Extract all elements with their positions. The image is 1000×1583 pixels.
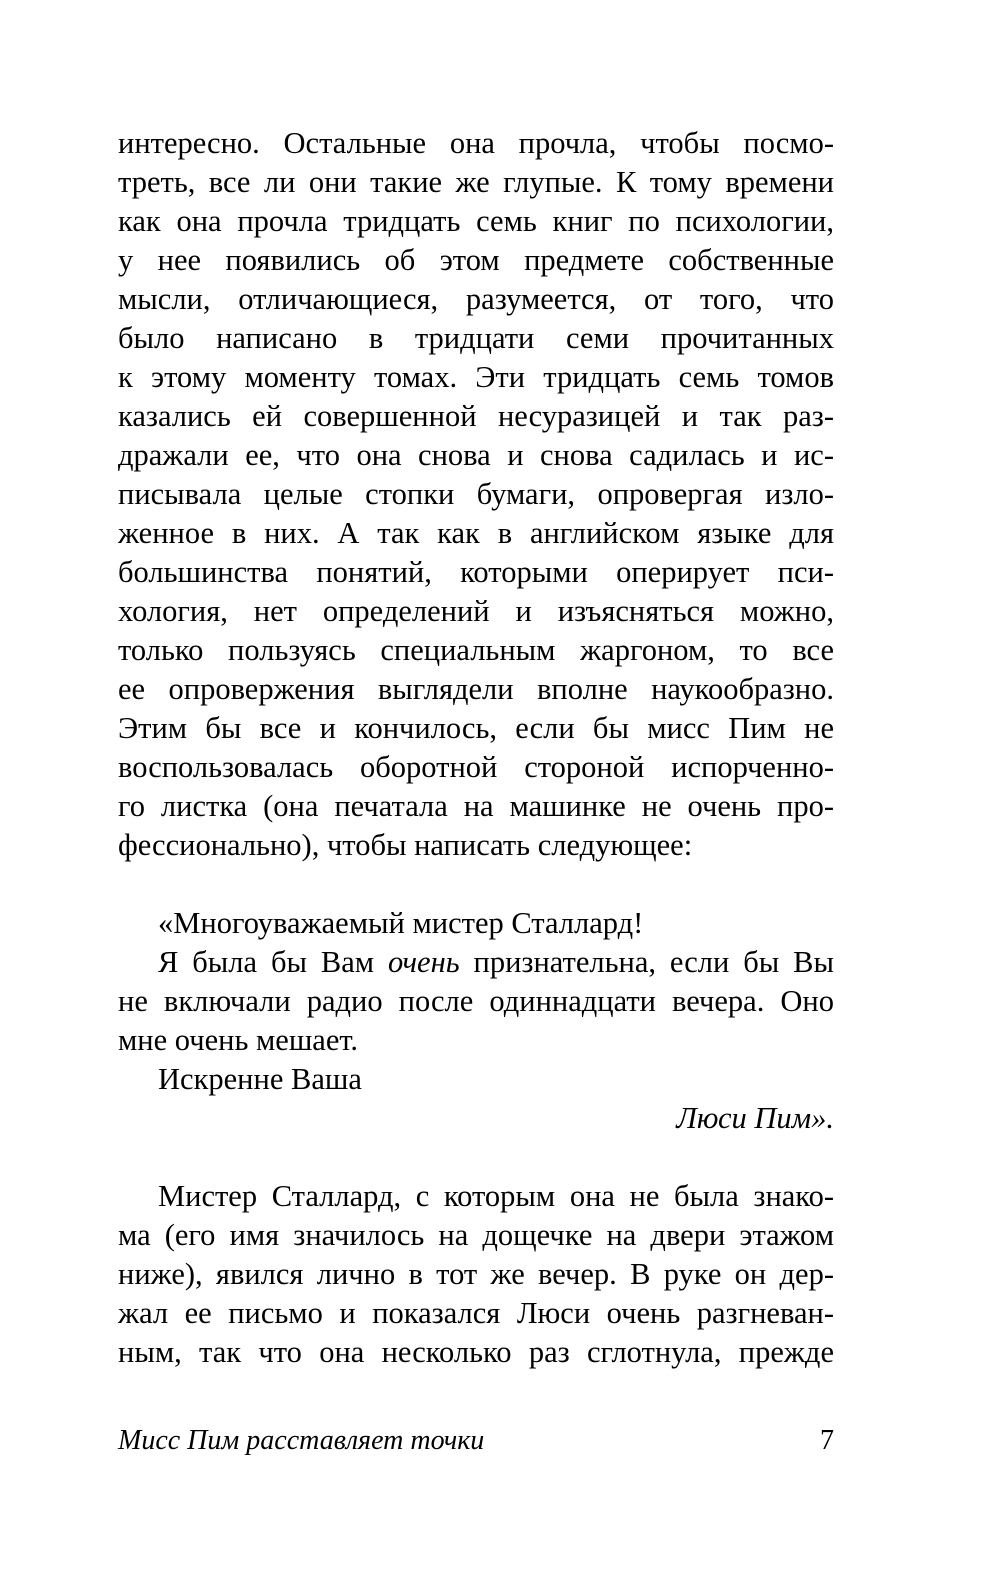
letter-line: мне очень мешает. xyxy=(118,1023,359,1057)
text-line: интересно. Остальные она прочла, чтобы посмо- xyxy=(118,126,834,160)
letter-signature: Люси Пим». xyxy=(676,1101,834,1135)
text-line: большинства понятий, которыми оперирует пси- xyxy=(118,555,834,589)
text-line: как она прочла тридцать семь книг по психологии, xyxy=(118,204,834,238)
text-line: писывала целые стопки бумаги, опровергая изло- xyxy=(118,477,834,511)
text-line: фессионально), чтобы написать следующее: xyxy=(118,828,693,862)
text-line: казались ей совершенной несуразицей и так раз- xyxy=(118,399,834,433)
page-number: 7 xyxy=(820,1425,834,1456)
spacer xyxy=(118,865,834,904)
letter-text: признательна, если бы Вы xyxy=(459,945,834,979)
text-line: го листка (она печатала на машинке не очень про- xyxy=(118,789,834,823)
emphasis-text: очень xyxy=(388,945,460,979)
paragraph-1 xyxy=(118,124,834,865)
text-line: ма (его имя значилось на дощечке на двери этажом xyxy=(118,1218,834,1252)
text-line: Мистер Сталлард, с которым она не была знако- xyxy=(158,1179,834,1213)
paragraph-2 xyxy=(118,1177,834,1372)
text-line: воспользовалась оборотной стороной испорченно- xyxy=(118,750,834,784)
letter-closing: Искренне Ваша xyxy=(158,1062,362,1096)
letter-salutation: «Многоуважаемый мистер Сталлард! xyxy=(158,906,644,940)
text-line: ее опровержения выглядели вполне наукообразно. xyxy=(118,672,834,706)
text-line: ным, так что она несколько раз сглотнула, прежде xyxy=(118,1335,834,1369)
letter-line xyxy=(118,943,834,982)
text-line: треть, все ли они такие же глупые. К тому времени xyxy=(118,165,834,199)
text-line: к этому моменту томах. Эти тридцать семь томов xyxy=(118,360,834,394)
text-line: женное в них. А так как в английском языке для xyxy=(118,516,834,550)
text-line: Этим бы все и кончилось, если бы мисс Пим не xyxy=(118,711,834,745)
text-line: ниже), явился лично в тот же вечер. В руке он дер- xyxy=(118,1257,834,1291)
text-line: было написано в тридцати семи прочитанных xyxy=(118,321,834,355)
text-line: дражали ее, что она снова и снова садилась и ис- xyxy=(118,438,834,472)
running-title: Мисс Пим расставляет точки xyxy=(118,1425,485,1456)
letter-line: не включали радио после одиннадцати вечера. Оно xyxy=(118,984,834,1018)
text-line: у нее появились об этом предмете собственные xyxy=(118,243,834,277)
page-footer xyxy=(118,1425,834,1465)
letter xyxy=(118,904,834,1138)
text-line: хология, нет определений и изъясняться можно, xyxy=(118,594,834,628)
page-body xyxy=(118,124,834,1372)
spacer xyxy=(118,1138,834,1177)
text-line: жал ее письмо и показался Люси очень разгневан- xyxy=(118,1296,834,1330)
text-line: мысли, отличающиеся, разумеется, от того, что xyxy=(118,282,834,316)
text-line: только пользуясь специальным жаргоном, то все xyxy=(118,633,834,667)
letter-text: Я была бы Вам xyxy=(158,945,389,979)
